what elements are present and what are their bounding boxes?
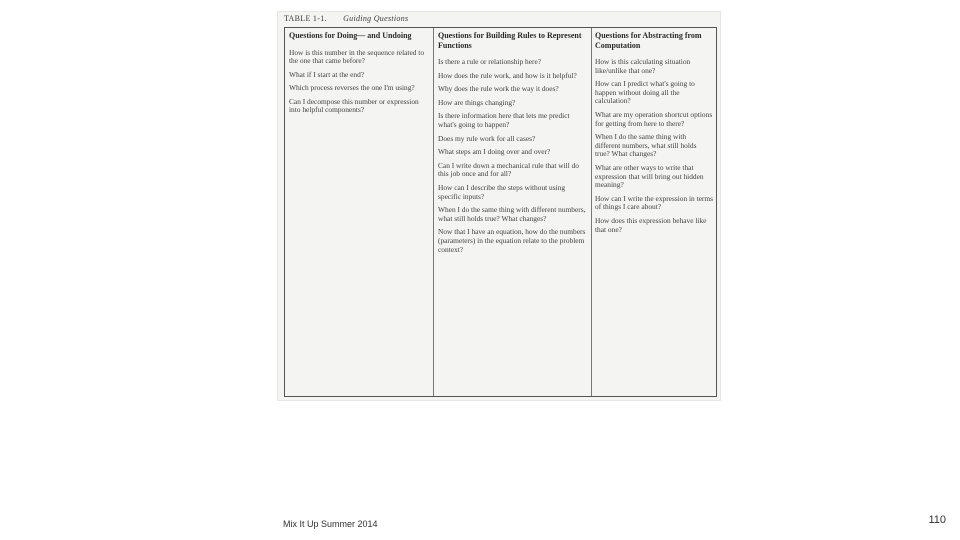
column-abstracting (591, 28, 717, 396)
question: Is there a rule or relationship here? (438, 57, 542, 66)
table-caption: Guiding Questions (343, 14, 409, 23)
question: How does the rule work, and how is it helpful? (438, 70, 577, 80)
question: How can I describe the steps without using specific inputs? (438, 182, 566, 201)
question: Can I write down a mechanical rule that will do this job once and for all? (438, 160, 579, 179)
question: How does this expression behave like that one? (595, 215, 707, 234)
footer-text: Mix It Up Summer 2014 (283, 519, 378, 529)
question: How is this calculating situation like/unlike that one? (595, 57, 691, 75)
question: How can I write the expression in terms of things I care about? (595, 193, 714, 212)
question: When I do the same thing with different numbers, what still holds true? What changes? (595, 132, 697, 159)
question: Which process reverses the one I'm using? (289, 83, 415, 93)
question: What are other ways to write that expression that will bring out hidden meaning? (595, 162, 704, 190)
column-heading: Questions for Building Rules to Represent Functions (438, 31, 582, 50)
column-heading: Questions for Abstracting from Computation (595, 31, 702, 50)
table-frame (284, 27, 717, 397)
table-label: TABLE 1-1. (284, 14, 327, 23)
question: When I do the same thing with different numbers, what still holds true? What changes? (438, 205, 586, 223)
column-building-rules (434, 28, 591, 396)
column-doing-undoing (285, 28, 433, 396)
page-number: 110 (928, 514, 946, 526)
question: Can I decompose this number or expression into helpful components? (289, 96, 419, 115)
table-title (284, 14, 408, 23)
question: How is this number in the sequence related to the one that came before? (289, 47, 425, 66)
question: How can I predict what's going to happen without doing all the calculation? (595, 79, 695, 106)
question: How are things changing? (438, 97, 516, 107)
question: What are my operation shortcut options for getting from here to there? (595, 109, 713, 128)
question: What if I start at the end? (289, 69, 365, 79)
question: Why does the rule work the way it does? (438, 84, 559, 94)
question: Is there information here that lets me predict what's going to happen? (438, 111, 570, 129)
question: Does my rule work for all cases? (438, 133, 536, 143)
question: What steps am I doing over and over? (438, 147, 551, 157)
question: Now that I have an equation, how do the numbers (parameters) in the equation relate to the problem context? (438, 227, 586, 254)
column-heading: Questions for Doing— and Undoing (289, 31, 412, 40)
scanned-table-image (278, 12, 720, 400)
